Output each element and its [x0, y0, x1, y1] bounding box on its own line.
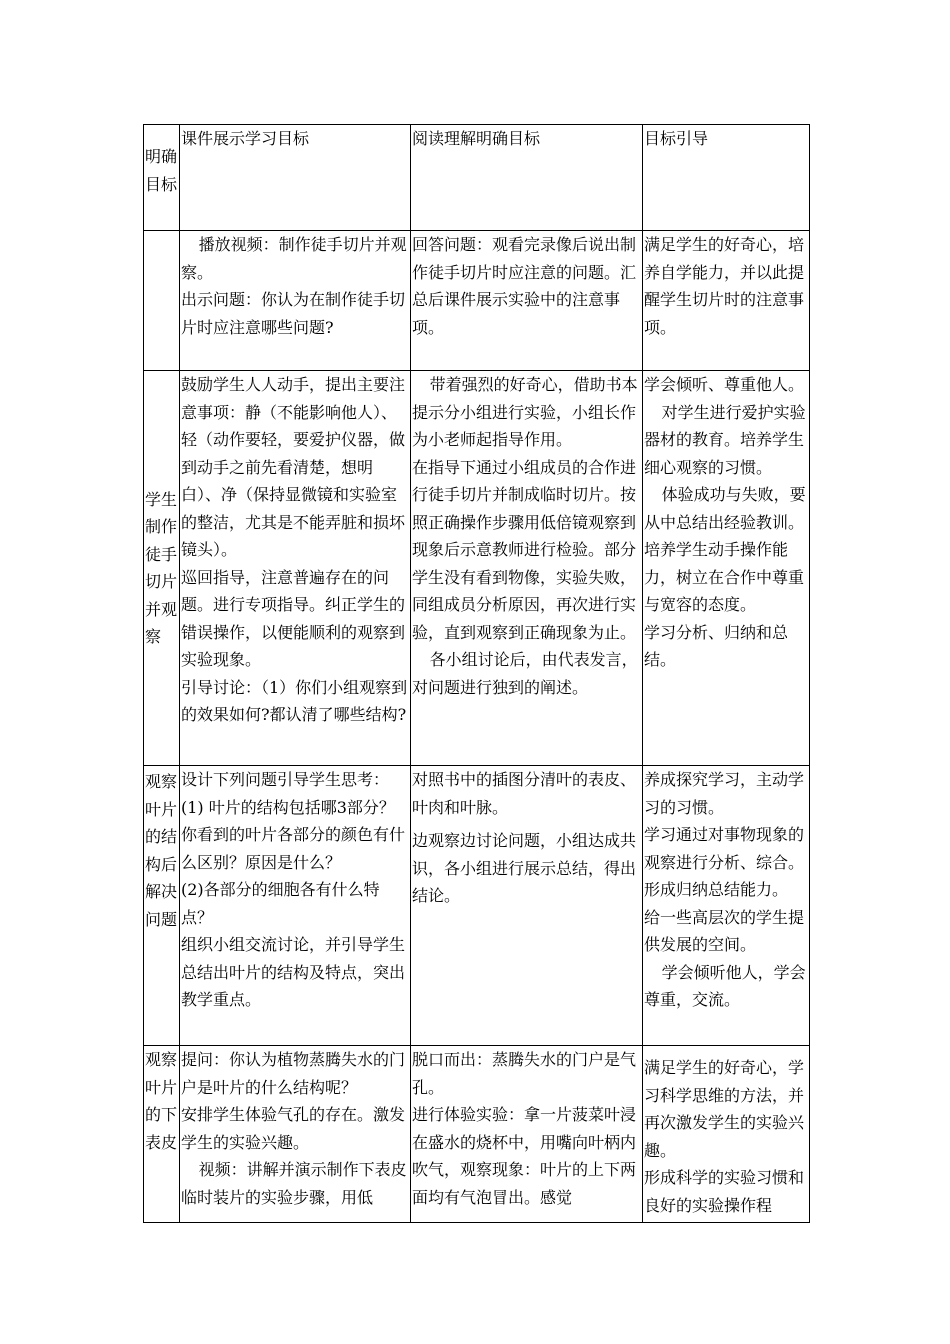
table-row — [144, 1046, 810, 1223]
intent-cell: 目标引导 — [643, 125, 810, 231]
table-row — [144, 766, 810, 1046]
teacher-cell: 鼓励学生人人动手，提出主要注意事项：静（不能影响他人）、轻（动作要轻，要爱护仪器，做到动手之前先看清楚，想明白）、净（保持显微镜和实验室的整洁，尤其是不能弄脏和损坏镜头）。 巡回指导，注意普遍存在的问题。进行专项指导。纠正学生的错误操作，以便能顺利的观察到实验现象。 引导讨论：（1）你们小组观察到的效果如何?都认清了哪些结构? — [180, 371, 411, 766]
student-cell: 脱口而出：蒸腾失水的门户是气孔。 进行体验实验：拿一片菠菜叶浸在盛水的烧杯中，用嘴向叶柄内吹气，观察现象：叶片的上下两面均有气泡冒出。感觉 — [411, 1046, 643, 1223]
student-cell: 对照书中的插图分清叶的表皮、叶肉和叶脉。 边观察边讨论问题，小组达成共识，各小组进行展示总结，得出结论。 — [411, 766, 643, 1046]
teacher-cell: 设计下列问题引导学生思考： (1) 叶片的结构包括哪3部分？你看到的叶片各部分的颜色有什么区别？原因是什么？ (2)各部分的细胞各有什么特点？ 组织小组交流讨论，并引导学生总结出叶片的结构及特点，突出教学重点。 — [180, 766, 411, 1046]
intent-cell: 满足学生的好奇心，学习科学思维的方法，并再次激发学生的实验兴趣。 形成科学的实验习惯和良好的实验操作程 — [643, 1046, 810, 1223]
student-cell: 阅读理解明确目标 — [411, 125, 643, 231]
intent-cell: 满足学生的好奇心，培养自学能力，并以此提醒学生切片时的注意事项。 — [643, 231, 810, 371]
teacher-cell: 提问：你认为植物蒸腾失水的门户是叶片的什么结构呢？ 安排学生体验气孔的存在。激发学生的实验兴趣。 视频：讲解并演示制作下表皮临时装片的实验步骤，用低 — [180, 1046, 411, 1223]
student-cell: 回答问题：观看完录像后说出制作徒手切片时应注意的问题。汇总后课件展示实验中的注意事项。 — [411, 231, 643, 371]
student-cell: 带着强烈的好奇心，借助书本提示分小组进行实验，小组长作为小老师起指导作用。 在指导下通过小组成员的合作进行徒手切片并制成临时切片。按照正确操作步骤用低倍镜观察到现象后示意教师进行检验。部分学生没有看到物像，实验失败，同组成员分析原因，再次进行实验，直到观察到正确现象为止。 各小组讨论后，由代表发言，对问题进行独到的阐述。 — [411, 371, 643, 766]
intent-cell: 学会倾听、尊重他人。 对学生进行爱护实验器材的教育。培养学生细心观察的习惯。 体验成功与失败，要从中总结出经验教训。培养学生动手操作能力，树立在合作中尊重与宽容的态度。 学习分析、归纳和总结。 — [643, 371, 810, 766]
section-cell: 观察叶片的结构后解决问题 — [144, 766, 180, 1046]
table-row — [144, 371, 810, 766]
table-row — [144, 231, 810, 371]
table-row — [144, 125, 810, 231]
lesson-plan-table — [143, 124, 810, 1223]
section-cell: 观察叶片的下表皮 — [144, 1046, 180, 1223]
section-cell: 明确目标 — [144, 125, 180, 231]
section-cell — [144, 231, 180, 371]
intent-cell: 养成探究学习，主动学习的习惯。 学习通过对事物现象的观察进行分析、综合。 形成归纳总结能力。 给一些高层次的学生提供发展的空间。 学会倾听他人，学会尊重，交流。 — [643, 766, 810, 1046]
teacher-cell: 播放视频：制作徒手切片并观察。 出示问题：你认为在制作徒手切片时应注意哪些问题? — [180, 231, 411, 371]
teacher-cell: 课件展示学习目标 — [180, 125, 411, 231]
section-cell: 学生制作徒手切片并观察 — [144, 371, 180, 766]
